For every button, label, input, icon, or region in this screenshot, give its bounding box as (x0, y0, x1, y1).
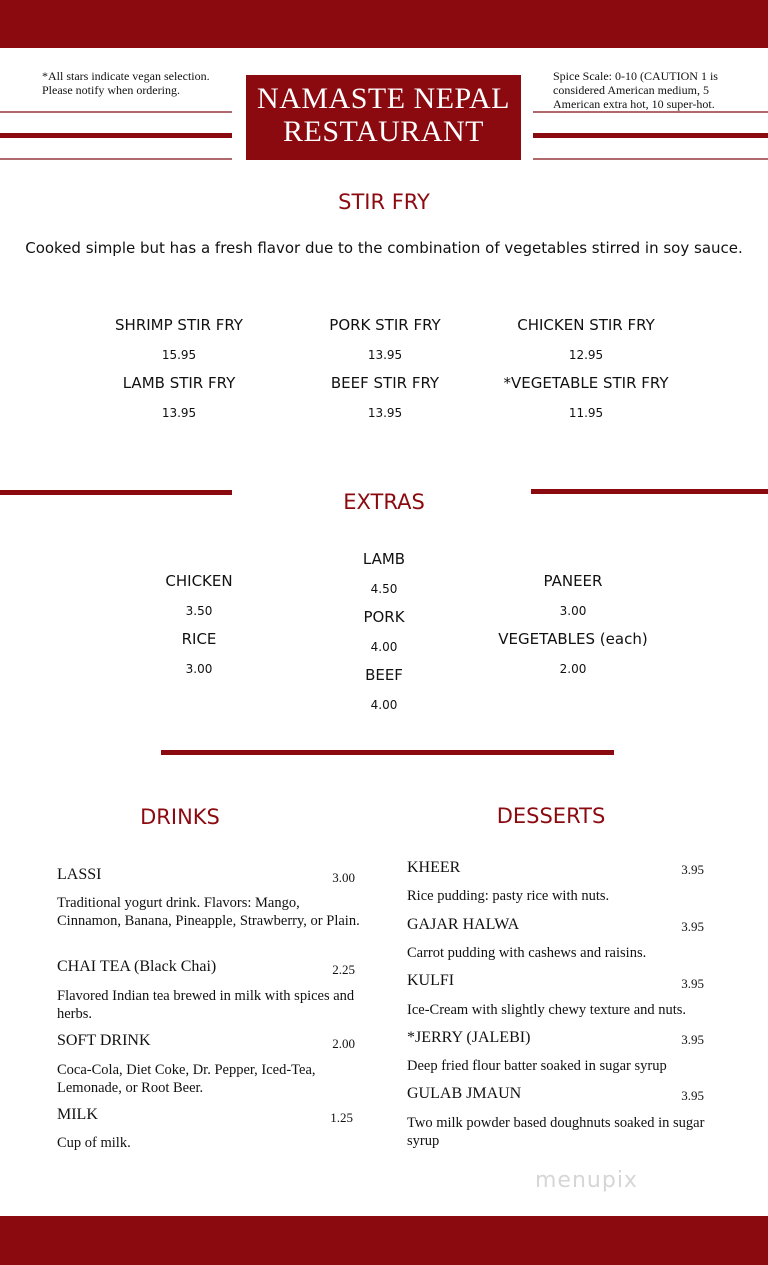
header-rule-left-3 (0, 158, 232, 160)
extras-heading: EXTRAS (343, 490, 425, 514)
stir-fry-item-price: 13.95 (161, 406, 197, 420)
stir-fry-item-price: 11.95 (568, 406, 604, 420)
extras-item-name: PORK (363, 608, 405, 626)
drink-item-name: SOFT DRINK (57, 1032, 151, 1049)
drink-item-description: Traditional yogurt drink. Flavors: Mango, Cinnamon, Banana, Pineapple, Strawberry, or Plain. (57, 895, 360, 929)
dessert-item-description: Carrot pudding with cashews and raisins. (407, 945, 647, 961)
drink-item-description: Cup of milk. (57, 1135, 131, 1151)
top-banner (0, 0, 768, 48)
dessert-item-name: KHEER (407, 859, 461, 876)
dessert-item-description: Deep fried flour batter soaked in sugar syrup (407, 1058, 667, 1074)
header-rule-right-2 (533, 133, 768, 138)
dessert-item-name: KULFI (407, 972, 455, 989)
dessert-item-name: *JERRY (JALEBI) (407, 1029, 531, 1046)
dessert-item-name: GAJAR HALWA (407, 916, 520, 933)
drinks-heading: DRINKS (140, 805, 220, 829)
extras-item-price: 4.00 (370, 698, 398, 712)
restaurant-title-line2: RESTAURANT (283, 115, 484, 148)
dessert-item-price: 3.95 (681, 919, 704, 934)
header-rule-right-3 (533, 158, 768, 160)
drink-item-description: Coca-Cola, Diet Coke, Dr. Pepper, Iced-Tea, Lemonade, or Root Beer. (57, 1062, 316, 1096)
bottom-banner (0, 1216, 768, 1265)
extras-item-price: 3.00 (185, 662, 213, 676)
extras-item-name: PANEER (543, 572, 603, 590)
extras-item-name: LAMB (362, 550, 406, 568)
drink-item-price: 3.00 (332, 870, 355, 885)
stir-fry-item-price: 12.95 (568, 348, 604, 362)
header-rule-left-1 (0, 111, 232, 113)
extras-item-name: BEEF (365, 666, 403, 684)
dessert-item-name: GULAB JMAUN (407, 1085, 522, 1102)
drink-item-name: CHAI TEA (Black Chai) (57, 958, 217, 975)
drink-item-name: MILK (57, 1106, 98, 1123)
dessert-item-description: Ice-Cream with slightly chewy texture and nuts. (407, 1002, 687, 1018)
vegan-note: *All stars indicate vegan selection. Please notify when ordering. (42, 69, 210, 97)
dessert-item-price: 3.95 (681, 976, 704, 991)
stir-fry-item-name: CHICKEN STIR FRY (517, 316, 655, 334)
restaurant-title-line1: NAMASTE NEPAL (257, 82, 510, 115)
extras-item-price: 4.50 (370, 582, 398, 596)
header-rule-left-2 (0, 133, 232, 138)
stir-fry-heading: STIR FRY (338, 190, 430, 214)
drink-item-price: 1.25 (330, 1110, 353, 1125)
extras-item-name: VEGETABLES (each) (498, 630, 648, 648)
stir-fry-item-name: PORK STIR FRY (329, 316, 441, 334)
stir-fry-item-name: *VEGETABLE STIR FRY (503, 374, 669, 392)
header-rule-right-1 (533, 111, 768, 113)
extras-item-price: 3.00 (559, 604, 587, 618)
extras-item-name: RICE (181, 630, 217, 648)
drink-item-description: Flavored Indian tea brewed in milk with spices and herbs. (57, 988, 355, 1022)
desserts-heading: DESSERTS (496, 804, 606, 828)
extras-item-price: 2.00 (559, 662, 587, 676)
watermark-logo: menupix (535, 1168, 638, 1193)
drink-item-price: 2.00 (332, 1036, 355, 1051)
extras-rule-bottom (161, 750, 614, 755)
drink-item-name: LASSI (57, 866, 102, 883)
dessert-item-description: Two milk powder based doughnuts soaked in sugar syrup (407, 1115, 705, 1149)
stir-fry-item-price: 13.95 (367, 348, 403, 362)
stir-fry-item-price: 15.95 (161, 348, 197, 362)
restaurant-title (246, 75, 521, 160)
stir-fry-item-name: LAMB STIR FRY (122, 374, 236, 392)
spice-scale-note: Spice Scale: 0-10 (CAUTION 1 is considered American medium, 5 American extra hot, 10 super-hot. (553, 69, 718, 111)
extras-rule-left (0, 490, 232, 495)
extras-item-price: 3.50 (185, 604, 213, 618)
dessert-item-price: 3.95 (681, 1088, 704, 1103)
stir-fry-item-name: SHRIMP STIR FRY (115, 316, 243, 334)
extras-rule-right (531, 489, 768, 494)
dessert-item-price: 3.95 (681, 862, 704, 877)
stir-fry-item-price: 13.95 (367, 406, 403, 420)
stir-fry-item-name: BEEF STIR FRY (330, 374, 440, 392)
drink-item-price: 2.25 (332, 962, 355, 977)
extras-item-name: CHICKEN (165, 572, 233, 590)
stir-fry-description: Cooked simple but has a fresh flavor due to the combination of vegetables stirred in soy sauce. (25, 239, 743, 257)
dessert-item-price: 3.95 (681, 1032, 704, 1047)
dessert-item-description: Rice pudding: pasty rice with nuts. (407, 888, 610, 904)
extras-item-price: 4.00 (370, 640, 398, 654)
